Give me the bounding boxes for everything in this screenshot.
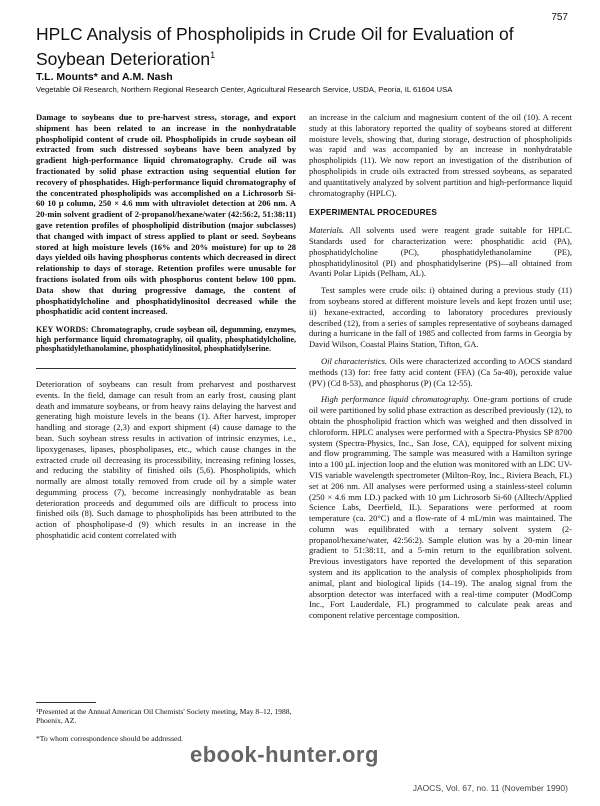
right-column <box>309 112 572 627</box>
authors: T.L. Mounts* and A.M. Nash <box>36 71 173 83</box>
abstract: Damage to soybeans due to pre-harvest stress, storage, and export shipment has been related to an increase in the nonhydratable phospholipid content of crude oil. Phospholipids in crude soybean oil extracted from such distressed soybeans have been analyzed by gradient high-performance liquid chromatography. Crude oil was fractionated by solid phase extraction using sequential elution for recovery of phosphatides. High-performance liquid chromatography of the concentrated phospholipids was accomplished on a Lichrosorb Si-60 10 µ column, 250 × 4.6 mm with ultraviolet detection at 206 nm. A 20-min solvent gradient of 2-propanol/hexane/water (42:56:2, 51:38:11) gave retention profiles of phospholipid distribution (major subclasses) that changed with impact of stress applied to plant or seed. Soybeans stored at high moisture levels (16% and 20% moisture) for up to 28 days yielded oils having phosphorus contents which decreased in direct relationship to days of storage. Retention profiles were unusable for fractions isolated from oils with phosphorus content below 100 ppm. Data show that during progressive damage, the content of phosphatidylcholine and phosphatidylinositol decreased while the phosphatidic acid content increased. <box>36 112 296 317</box>
title-footnote-mark: 1 <box>210 50 216 60</box>
materials-paragraph <box>309 225 572 279</box>
section-heading: EXPERIMENTAL PROCEDURES <box>309 208 438 218</box>
affiliation: Vegetable Oil Research, Northern Regional Research Center, Agricultural Research Service, USDA, Peoria, IL 61604 USA <box>36 85 453 94</box>
keywords-list: Chromatography, crude soybean oil, degumming, enzymes, high performance liquid chromatography, oil quality, phosphatidylcholine, phosphatidylethanolamine, phosphatidylinositol, phosphatidylserine. <box>36 325 296 354</box>
title-text: HPLC Analysis of Phospholipids in Crude Oil for Evaluation of Soybean Deterioration <box>36 24 514 69</box>
hplc-paragraph <box>309 394 572 621</box>
left-column <box>36 112 296 547</box>
page-number: 757 <box>551 12 568 23</box>
oil-text: Oils were characterized according to AOCS standard methods (13) for: free fatty acid content (FFA) (Ca 5a-40), peroxide value (PV) (Cd 8-53), and phosphorus (P) (Ca 12-55). <box>309 355 572 388</box>
hplc-text: One-gram portions of crude oil were partitioned by solid phase extraction as described previously (12), to obtain the phospholipid fraction which was weighed and then dissolved in chloroform. HPLC analyses were performed with a Spectra-Physics SP 8700 system (Spectra-Physics, Inc., San Jose, CA), equipped for solvent mixing and flow programming. The sample was measured with a Hamilton syringe into a 100 µL injection loop and the elution was monitored with an LDC UV-VIS variable wavelength spectrometer (Milton-Roy, Inc., Riviera Beach, FL) set at 206 nm. All analyses were performed using a stainless-steel column (250 × 4.6 mm I.D.) packed with 10 µm Lichrosorb Si-60 (Alltech/Applied Science Labs, Deerfield, IL). Separations were performed at room temperature (ca. 20°C) and a flow-rate of 4 mL/min was maintained. The column was equilibrated with a ternary solvent system (2-propanol/hexane/water, 42:56:2). Sample elution was by a 20-min linear gradient to 51:38:11, and a 5-min return to the equilibration solvent. Previous investigators have reported the development of this separation system and its application to the analysis of complex phospholipids from animal, plant and biological lipids (14–19). The analog signal from the absorption detector was interfaced with a real-time computer (ModComp Inc., Fort Lauderdale, FL) programmed to calculate peak areas and component relative percentage composition. <box>309 394 573 621</box>
footnote-divider <box>36 702 96 703</box>
introduction-paragraph: Deterioration of soybeans can result from preharvest and postharvest events. In the field, damage can result from an early frost, causing plant death and immature soybeans, or from heavy rains delaying the harvest and generating high moisture levels in the beans (1). After harvest, improper handling and storage (2,3) and export shipment (4) cause damage to the bean. Such soybean stress results in activation of intrinsic enzymes, i.e., lipoxygenases, lipases, phospholipases, etc., which cause changes in the extracted crude oil decreasing its processibility, increasing refining losses, and reducing the stability of finished oils (5,6). Phospholipids, which normally are almost totally removed from crude oil by a simple water degumming process (7), become increasingly nonhydratable as bean deterioration proceeds and degummed oils are difficult to process into finished oils (8). Such damage to phospholipids has been attributed to the action of phospholipase-d (9) which results in an increase in the phosphatidic acid content correlated with <box>36 378 296 541</box>
footnote-correspondence: *To whom correspondence should be addressed. <box>36 733 184 743</box>
abstract-divider <box>36 368 296 369</box>
oil-characteristics-paragraph <box>309 356 572 388</box>
footnotes <box>36 702 296 743</box>
samples-paragraph: Test samples were crude oils: i) obtained during a previous study (11) from soybeans stored at different moisture levels and kept frozen until use; ii) hexane-extracted, according to laboratory procedures previously described (12), from a series of samples representative of soybeans damaged during a hurricane in the fall of 1985 and collected from farms in Georgia by David Wilson, Coastal Plains Station, Tifton, GA. <box>309 285 572 350</box>
materials-lead: Materials. <box>309 225 345 236</box>
keywords-label: KEY WORDS: <box>36 325 89 335</box>
keywords <box>36 325 296 354</box>
oil-lead: Oil characteristics. <box>321 355 388 366</box>
materials-text: All solvents used were reagent grade suitable for HPLC. Standards used for characterization were: phosphatidic acid (PA), phosphatidylcholine (PC), phosphatidylethanolamine (PE), phosphatidylinositol (PI) and phosphatidylserine (PS)—all obtained from Avanti Polar Lipids (Pelham, AL). <box>309 225 572 279</box>
introduction-continued: an increase in the calcium and magnesium content of the oil (10). A recent study at this laboratory reported the quality of soybeans stored at different moisture levels, showing that, during storage, destruction of phospholipids was rapid and was accompanied by an increase in nonhydratable phospholipids (11). We now report an investigation of the distribution of phospholipids in crude oils extracted from stressed soybeans, as separated and quantitatively analyzed by solvent partition and high-performance liquid chromatography (HPLC). <box>309 112 572 198</box>
watermark: ebook-hunter.org <box>190 742 379 767</box>
journal-reference: JAOCS, Vol. 67, no. 11 (November 1990) <box>412 783 568 793</box>
footnote-presented: ¹Presented at the Annual American Oil Chemists' Society meeting, May 8–12, 1988, Phoenix, AZ. <box>36 707 292 726</box>
article-title <box>36 24 536 70</box>
hplc-lead: High performance liquid chromatography. <box>321 394 470 405</box>
